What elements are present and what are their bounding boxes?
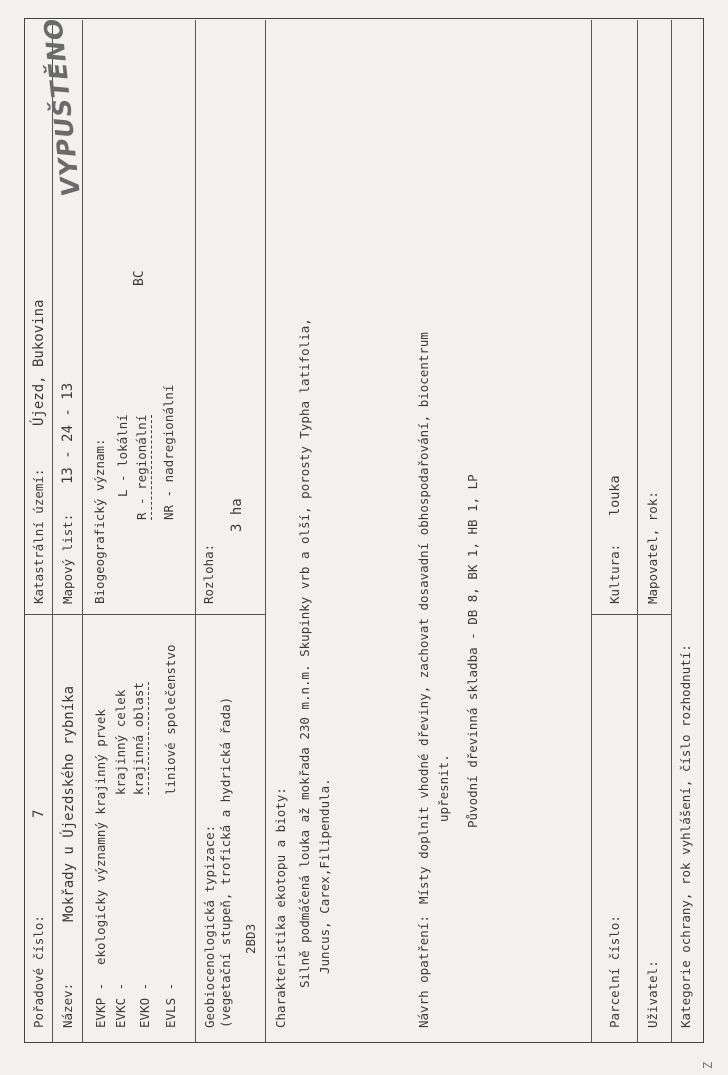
katastr-value: Újezd, Bukovina [31, 299, 47, 426]
kategorie-label: Kategorie ochrany, rok vyhlášení, číslo rozhodnutí: [678, 644, 693, 1028]
mapovatel-label: Mapovatel, rok: [645, 491, 660, 604]
evkp-text: ekologicky významný krajinný prvek [93, 709, 108, 965]
evkp-code: EVKP - [93, 982, 108, 1028]
biogeo-title: Biogeografický význam: [92, 438, 107, 604]
navrh-line3: Původní dřevinná skladba - DB 8, BK 1, HB 1, LP [465, 474, 480, 828]
charakteristika-title: Charakteristika ekotopu a bioty: [273, 787, 288, 1028]
evkc-code: EVKC - [113, 982, 128, 1028]
page-mark: Z [701, 1061, 715, 1069]
row-divider [637, 20, 638, 1042]
parcelni-label: Parcelní číslo: [607, 915, 622, 1028]
biogeo-item-nr: NR - nadregionální [161, 384, 176, 520]
navrh-line2: upřesnit. [436, 754, 451, 822]
geobio-subtitle: (vegetační stupeň, trofická a hydrická řada) [218, 696, 233, 1028]
vypusteno-stamp: VYPUŠTĚNO [38, 16, 86, 198]
katastr-label: Katastrální území: [31, 468, 46, 604]
form-frame [24, 18, 704, 1043]
poradove-value: 7 [31, 809, 47, 818]
mapovy-label: Mapový list: [60, 513, 75, 604]
evls-text: liniové společenstvo [163, 644, 178, 795]
navrh-line1: Místy doplnit vhodné dřeviny, zachovat dosavadní obhospodařování, biocentrum [416, 332, 431, 904]
poradove-label: Pořadové číslo: [31, 915, 46, 1028]
column-divider [591, 234, 592, 235]
charakteristika-line1: Silně podmáčená louka až mokřada 230 m.n.m. Skupinky vrb a olší, porosty Typha latifolia, [297, 318, 312, 988]
nazev-label: Název: [60, 982, 75, 1028]
biogeo-item-r: R - regionální [134, 415, 152, 520]
geobio-title: Geobiocenologická typizace: [202, 824, 217, 1028]
column-divider [591, 614, 671, 615]
evkc-text: krajinný celek [113, 689, 128, 795]
charakteristika-line2: Juncus, Carex,Filipendula. [317, 778, 332, 974]
row-divider [265, 20, 266, 1042]
nazev-value: Mokřady u Újezdského rybníka [61, 685, 77, 922]
biogeo-item-l: L - lokální [115, 414, 130, 497]
mapovy-value: 13 - 24 - 13 [60, 382, 76, 484]
evko-code: EVKO - [137, 982, 152, 1028]
navrh-label: Návrh opatření: [416, 915, 431, 1028]
evko-text: krajinná oblast [131, 682, 149, 795]
evls-code: EVLS - [163, 982, 178, 1028]
column-divider [25, 614, 265, 615]
row-divider [591, 20, 592, 1042]
row-divider [671, 20, 672, 1042]
kultura-label: Kultura: [607, 543, 622, 604]
biogeo-marker: BC [132, 270, 147, 286]
uzivatel-label: Uživatel: [645, 960, 660, 1028]
rozloha-label: Rozloha: [201, 543, 216, 604]
geobio-value: 2BD3 [243, 923, 258, 954]
rozloha-value: 3 ha [229, 498, 245, 532]
row-divider [195, 20, 196, 1042]
kultura-value: louka [607, 475, 623, 516]
